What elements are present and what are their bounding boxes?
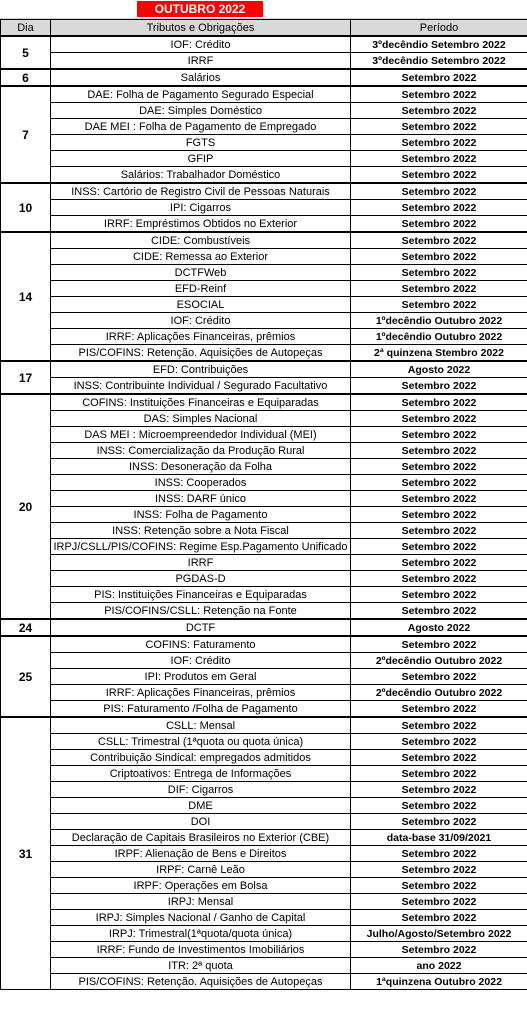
period-cell[interactable]: Setembro 2022 <box>351 942 527 958</box>
obligation-cell[interactable]: IRPJ: Mensal <box>51 894 351 910</box>
table-row <box>1 361 527 378</box>
table-row <box>1 830 527 846</box>
table-row <box>1 685 527 701</box>
table-row <box>1 523 527 539</box>
obligation-cell[interactable]: GFIP <box>51 151 351 167</box>
period-cell[interactable]: 3ºdecêndio Setembro 2022 <box>351 36 527 53</box>
obligation-cell[interactable]: IRPJ: Trimestral(1ªquota/quota única) <box>51 926 351 942</box>
period-cell[interactable]: Setembro 2022 <box>351 103 527 119</box>
table-row <box>1 443 527 459</box>
obligation-cell[interactable]: IRRF <box>51 555 351 571</box>
day-cell[interactable]: 20 <box>1 394 51 619</box>
period-cell[interactable]: 3ºdecêndio Setembro 2022 <box>351 53 527 70</box>
table-row <box>1 603 527 620</box>
period-cell[interactable]: Setembro 2022 <box>351 636 527 653</box>
period-cell[interactable]: Setembro 2022 <box>351 394 527 411</box>
obligation-cell[interactable]: IRRF: Empréstimos Obtidos no Exterior <box>51 216 351 233</box>
day-cell[interactable]: 25 <box>1 636 51 717</box>
obligation-cell[interactable]: IRRF: Fundo de Investimentos Imobiliários <box>51 942 351 958</box>
table-row <box>1 701 527 718</box>
obligation-cell[interactable]: IRPJ: Simples Nacional / Ganho de Capital <box>51 910 351 926</box>
period-cell[interactable]: Setembro 2022 <box>351 766 527 782</box>
obligation-cell[interactable]: DME <box>51 798 351 814</box>
period-cell[interactable]: 1ªquinzena Outubro 2022 <box>351 974 527 990</box>
obligation-cell[interactable]: EFD: Contribuições <box>51 361 351 378</box>
obligation-cell[interactable]: Contribuição Sindical: empregados admitidos <box>51 750 351 766</box>
obligation-cell[interactable]: Declaração de Capitais Brasileiros no Exterior (CBE) <box>51 830 351 846</box>
table-row <box>1 750 527 766</box>
period-cell[interactable]: Setembro 2022 <box>351 281 527 297</box>
header-periodo[interactable]: Período <box>351 20 527 37</box>
obligation-cell[interactable]: INSS: Comercialização da Produção Rural <box>51 443 351 459</box>
obligation-cell[interactable]: DCTF <box>51 619 351 636</box>
period-cell[interactable]: Setembro 2022 <box>351 249 527 265</box>
obligation-cell[interactable]: DAE: Folha de Pagamento Segurado Especial <box>51 86 351 103</box>
obligation-cell[interactable]: DAS: Simples Nacional <box>51 411 351 427</box>
day-cell[interactable]: 17 <box>1 361 51 394</box>
period-cell[interactable]: Setembro 2022 <box>351 200 527 216</box>
obligation-cell[interactable]: INSS: Cartório de Registro Civil de Pessoas Naturais <box>51 183 351 200</box>
header-dia[interactable]: Dia <box>1 20 51 37</box>
period-cell[interactable]: Setembro 2022 <box>351 894 527 910</box>
table-row <box>1 394 527 411</box>
table-row <box>1 734 527 750</box>
table-row <box>1 782 527 798</box>
table-row <box>1 717 527 734</box>
obligation-cell[interactable]: IRPF: Carnê Leão <box>51 862 351 878</box>
period-cell[interactable]: Setembro 2022 <box>351 427 527 443</box>
period-cell[interactable]: Julho/Agosto/Setembro 2022 <box>351 926 527 942</box>
period-cell[interactable]: Setembro 2022 <box>351 216 527 233</box>
period-cell[interactable]: Setembro 2022 <box>351 571 527 587</box>
period-cell[interactable]: Setembro 2022 <box>351 701 527 718</box>
period-cell[interactable]: Setembro 2022 <box>351 603 527 620</box>
table-row <box>1 555 527 571</box>
table-row <box>1 69 527 86</box>
period-cell[interactable]: Agosto 2022 <box>351 361 527 378</box>
obligation-cell[interactable]: PGDAS-D <box>51 571 351 587</box>
period-cell[interactable]: Setembro 2022 <box>351 814 527 830</box>
table-row <box>1 151 527 167</box>
obligation-cell[interactable]: FGTS <box>51 135 351 151</box>
obligation-cell[interactable]: PIS: Instituições Financeiras e Equiparadas <box>51 587 351 603</box>
table-row <box>1 942 527 958</box>
table-row <box>1 846 527 862</box>
table-row <box>1 894 527 910</box>
table-row <box>1 200 527 216</box>
table-row <box>1 926 527 942</box>
period-cell[interactable]: Setembro 2022 <box>351 411 527 427</box>
obligation-cell[interactable]: INSS: Cooperados <box>51 475 351 491</box>
period-cell[interactable]: Setembro 2022 <box>351 135 527 151</box>
table-row <box>1 878 527 894</box>
period-cell[interactable]: Setembro 2022 <box>351 119 527 135</box>
table-row <box>1 427 527 443</box>
day-cell[interactable]: 31 <box>1 717 51 990</box>
period-cell[interactable]: Setembro 2022 <box>351 443 527 459</box>
period-cell[interactable]: Setembro 2022 <box>351 862 527 878</box>
period-cell[interactable]: Setembro 2022 <box>351 734 527 750</box>
obligation-cell[interactable]: DAE: Simples Doméstico <box>51 103 351 119</box>
obligation-cell[interactable]: EFD-Reinf <box>51 281 351 297</box>
table-row <box>1 378 527 395</box>
obligation-cell[interactable]: COFINS: Faturamento <box>51 636 351 653</box>
table-row <box>1 459 527 475</box>
table-row <box>1 249 527 265</box>
table-row <box>1 411 527 427</box>
obligation-cell[interactable]: INSS: DARF único <box>51 491 351 507</box>
period-cell[interactable]: Setembro 2022 <box>351 669 527 685</box>
title-row <box>0 0 527 19</box>
header-tributos[interactable]: Tributos e Obrigações <box>51 20 351 37</box>
table-row <box>1 281 527 297</box>
obligation-cell[interactable]: IRPJ/CSLL/PIS/COFINS: Regime Esp.Pagamento Unificado <box>51 539 351 555</box>
period-cell[interactable]: 1ºdecêndio Outubro 2022 <box>351 313 527 329</box>
period-cell[interactable]: Setembro 2022 <box>351 378 527 395</box>
period-cell[interactable]: Setembro 2022 <box>351 587 527 603</box>
obligation-cell[interactable]: ESOCIAL <box>51 297 351 313</box>
table-row <box>1 766 527 782</box>
obligation-cell[interactable]: CIDE: Remessa ao Exterior <box>51 249 351 265</box>
day-cell[interactable]: 5 <box>1 36 51 69</box>
obligation-cell[interactable]: INSS: Retenção sobre a Nota Fiscal <box>51 523 351 539</box>
month-title[interactable]: OUTUBRO 2022 <box>137 1 264 17</box>
period-cell[interactable]: Setembro 2022 <box>351 717 527 734</box>
obligation-cell[interactable]: PIS/COFINS: Retenção. Aquisições de Autopeças <box>51 974 351 990</box>
obligation-cell[interactable]: Salários: Trabalhador Doméstico <box>51 167 351 184</box>
obligation-cell[interactable]: INSS: Desoneração da Folha <box>51 459 351 475</box>
day-cell[interactable]: 24 <box>1 619 51 636</box>
obligation-cell[interactable]: IRRF: Aplicações Financeiras, prêmios <box>51 329 351 345</box>
period-cell[interactable]: Setembro 2022 <box>351 910 527 926</box>
period-cell[interactable]: Setembro 2022 <box>351 782 527 798</box>
obligation-cell[interactable]: PIS: Faturamento /Folha de Pagamento <box>51 701 351 718</box>
table-row <box>1 103 527 119</box>
table-row <box>1 313 527 329</box>
period-cell[interactable]: Setembro 2022 <box>351 475 527 491</box>
obligation-cell[interactable]: COFINS: Instituições Financeiras e Equiparadas <box>51 394 351 411</box>
period-cell[interactable]: ano 2022 <box>351 958 527 974</box>
period-cell[interactable]: Setembro 2022 <box>351 265 527 281</box>
period-cell[interactable]: Setembro 2022 <box>351 491 527 507</box>
period-cell[interactable]: Setembro 2022 <box>351 878 527 894</box>
obligation-cell[interactable]: CIDE: Combustíveis <box>51 232 351 249</box>
period-cell[interactable]: Setembro 2022 <box>351 69 527 86</box>
table-row <box>1 329 527 345</box>
table-row <box>1 653 527 669</box>
period-cell[interactable]: Setembro 2022 <box>351 459 527 475</box>
table-row <box>1 669 527 685</box>
table-row <box>1 587 527 603</box>
obligation-cell[interactable]: DOI <box>51 814 351 830</box>
obligation-cell[interactable]: Salários <box>51 69 351 86</box>
table-row <box>1 345 527 362</box>
table-row <box>1 491 527 507</box>
table-row <box>1 798 527 814</box>
period-cell[interactable]: Setembro 2022 <box>351 86 527 103</box>
obligation-cell[interactable]: PIS/COFINS: Retenção. Aquisições de Autopeças <box>51 345 351 362</box>
day-cell[interactable]: 14 <box>1 232 51 361</box>
day-cell[interactable]: 6 <box>1 69 51 86</box>
period-cell[interactable]: Setembro 2022 <box>351 523 527 539</box>
table-row <box>1 814 527 830</box>
obligation-cell[interactable]: IPI: Cigarros <box>51 200 351 216</box>
period-cell[interactable]: 2ª quinzena Stembro 2022 <box>351 345 527 362</box>
period-cell[interactable]: Setembro 2022 <box>351 151 527 167</box>
period-cell[interactable]: Setembro 2022 <box>351 232 527 249</box>
period-cell[interactable]: Setembro 2022 <box>351 555 527 571</box>
table-row <box>1 119 527 135</box>
table-row <box>1 539 527 555</box>
table-body <box>1 36 527 990</box>
period-cell[interactable]: Setembro 2022 <box>351 167 527 184</box>
table-row <box>1 974 527 990</box>
header-row <box>1 20 527 37</box>
obligation-cell[interactable]: IPI: Produtos em Geral <box>51 669 351 685</box>
obligation-cell[interactable]: CSLL: Mensal <box>51 717 351 734</box>
table-row <box>1 571 527 587</box>
table-row <box>1 619 527 636</box>
obligation-cell[interactable]: IOF: Crédito <box>51 313 351 329</box>
table-row <box>1 958 527 974</box>
period-cell[interactable]: Setembro 2022 <box>351 507 527 523</box>
table-row <box>1 135 527 151</box>
day-cell[interactable]: 10 <box>1 183 51 232</box>
obligation-cell[interactable]: DCTFWeb <box>51 265 351 281</box>
table-row <box>1 167 527 184</box>
table-row <box>1 216 527 233</box>
table-row <box>1 910 527 926</box>
period-cell[interactable]: Agosto 2022 <box>351 619 527 636</box>
obligation-cell[interactable]: DAS MEI : Microempreendedor Individual (MEI) <box>51 427 351 443</box>
obligation-cell[interactable]: IRPF: Operações em Bolsa <box>51 878 351 894</box>
obligation-cell[interactable]: IOF: Crédito <box>51 36 351 53</box>
obligation-cell[interactable]: INSS: Folha de Pagamento <box>51 507 351 523</box>
obligation-cell[interactable]: IOF: Crédito <box>51 653 351 669</box>
table-row <box>1 507 527 523</box>
period-cell[interactable]: data-base 31/09/2021 <box>351 830 527 846</box>
period-cell[interactable]: Setembro 2022 <box>351 183 527 200</box>
table-row <box>1 297 527 313</box>
obligation-cell[interactable]: PIS/COFINS/CSLL: Retenção na Fonte <box>51 603 351 620</box>
table-row <box>1 232 527 249</box>
table-row <box>1 265 527 281</box>
period-cell[interactable]: Setembro 2022 <box>351 539 527 555</box>
period-cell[interactable]: Setembro 2022 <box>351 297 527 313</box>
period-cell[interactable]: Setembro 2022 <box>351 846 527 862</box>
table-row <box>1 636 527 653</box>
table-row <box>1 475 527 491</box>
obligation-cell[interactable]: IRRF <box>51 53 351 70</box>
obligation-cell[interactable]: IRPF: Alienação de Bens e Direitos <box>51 846 351 862</box>
table-row <box>1 53 527 70</box>
obligations-table <box>0 19 527 990</box>
day-cell[interactable]: 7 <box>1 86 51 183</box>
obligation-cell[interactable]: ITR: 2ª quota <box>51 958 351 974</box>
period-cell[interactable]: 2ºdecêndio Outubro 2022 <box>351 685 527 701</box>
obligation-cell[interactable]: DIF: Cigarros <box>51 782 351 798</box>
period-cell[interactable]: Setembro 2022 <box>351 798 527 814</box>
period-cell[interactable]: 2ºdecêndio Outubro 2022 <box>351 653 527 669</box>
obligation-cell[interactable]: Criptoativos: Entrega de Informações <box>51 766 351 782</box>
table-row <box>1 183 527 200</box>
obligation-cell[interactable]: IRRF: Aplicações Financeiras, prêmios <box>51 685 351 701</box>
table-row <box>1 862 527 878</box>
obligation-cell[interactable]: DAE MEI : Folha de Pagamento de Empregado <box>51 119 351 135</box>
obligation-cell[interactable]: INSS: Contribuinte Individual / Segurado Facultativo <box>51 378 351 395</box>
period-cell[interactable]: Setembro 2022 <box>351 750 527 766</box>
table-row <box>1 36 527 53</box>
obligation-cell[interactable]: CSLL: Trimestral (1ªquota ou quota única) <box>51 734 351 750</box>
table-row <box>1 86 527 103</box>
period-cell[interactable]: 1ºdecêndio Outubro 2022 <box>351 329 527 345</box>
